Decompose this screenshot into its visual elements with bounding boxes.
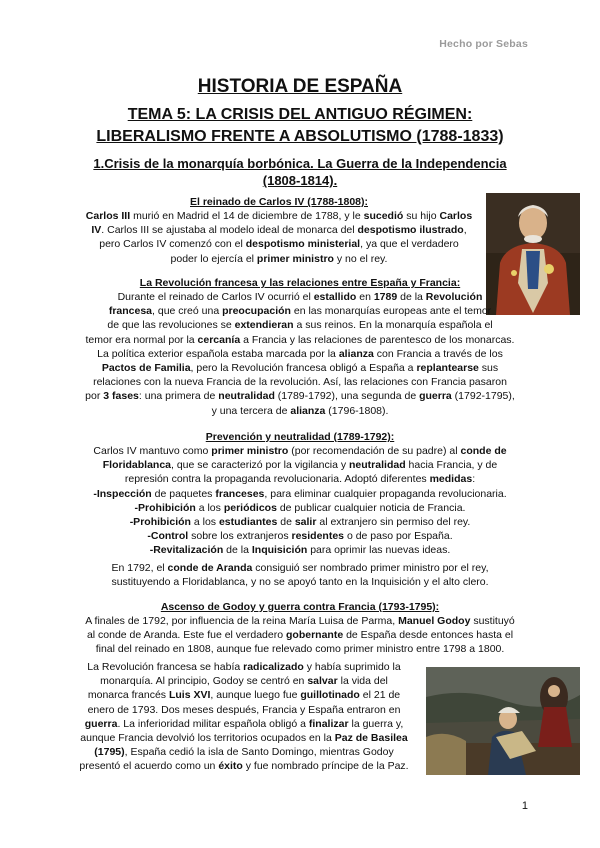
text-line	[62, 731, 426, 745]
text-line	[70, 237, 488, 251]
text-run: monarca francés	[87, 689, 169, 702]
bold-term: Inquisición	[251, 544, 308, 557]
text-line	[70, 209, 488, 223]
text-run: presentó el acuerdo como un	[79, 760, 219, 773]
bold-term: periódicos	[223, 501, 277, 514]
text-run: de la	[223, 544, 252, 557]
bold-term: Floridablanca	[102, 459, 171, 472]
text-run: sus	[478, 362, 499, 375]
author-note: Hecho por Sebas	[439, 38, 528, 50]
text-run: (1792-1795),	[451, 390, 515, 403]
text-run: La Revolución francesa se había	[87, 661, 244, 673]
page-number: 1	[521, 800, 528, 812]
text-run: por	[85, 390, 104, 403]
bold-term: medidas	[429, 473, 473, 486]
text-line	[60, 515, 540, 529]
text-run: de publicar cualquier noticia de Francia.	[276, 501, 466, 514]
text-run: (1789-1792), una segunda de	[274, 390, 420, 403]
text-run: de paquetes	[151, 487, 216, 500]
text-line	[60, 404, 540, 418]
text-run: En 1792, el	[111, 561, 168, 574]
bold-term: -Inspección	[93, 487, 152, 500]
text-run: y una tercera de	[211, 404, 291, 417]
text-run: sustituyendo a Floridablanca, y no se apoyó tanto en la Inquisición y el alto clero.	[111, 575, 489, 588]
bold-term: guerra	[84, 717, 118, 730]
text-run: y había suprimido la	[303, 661, 401, 673]
text-line	[62, 759, 426, 773]
heading-revolucion-francesa: La Revolución francesa y las relaciones entre España y Francia:	[139, 277, 461, 289]
bold-term: radicalizado	[243, 661, 304, 673]
text-line	[60, 501, 540, 515]
text-line	[60, 375, 540, 389]
chapter-title	[0, 104, 600, 148]
text-line	[70, 252, 488, 266]
text-run: su hijo	[403, 210, 440, 222]
section-revolucion-francesa	[60, 276, 540, 418]
text-run: : una primera de	[138, 390, 219, 403]
text-line	[60, 472, 540, 486]
text-line	[62, 717, 426, 731]
text-line	[60, 487, 540, 501]
bold-term: conde de Aranda	[167, 561, 253, 574]
text-run: o de paso por España.	[344, 530, 453, 543]
bold-term: (1795)	[94, 746, 125, 759]
bold-term: 1789	[373, 291, 398, 303]
text-run: a sus reinos. En la monarquía española el	[293, 319, 493, 332]
text-run: (1796-1808).	[325, 404, 389, 417]
section-prevencion-neutralidad	[60, 430, 540, 589]
bold-term: -Revitalización	[149, 544, 224, 557]
text-run: la guerra y,	[348, 717, 404, 730]
text-run: y fue nombrado príncipe de la Paz.	[242, 760, 409, 773]
text-run: La política exterior española estaba marcada por la	[97, 347, 339, 360]
text-run: la vida del	[337, 675, 388, 688]
text-run: enero de 1793. Dos meses después, Francia y España entraron en	[87, 703, 401, 716]
text-run: :	[472, 473, 476, 486]
section-title-line-2: (1808-1814).	[262, 173, 338, 188]
text-line	[60, 444, 540, 458]
text-run: al extranjero sin permiso del rey.	[316, 516, 471, 529]
text-run: , para eliminar cualquier propaganda revolucionaria.	[264, 487, 507, 500]
bold-term: IV	[91, 224, 102, 237]
bold-term: -Prohibición	[134, 501, 196, 514]
text-run: represión contra la propaganda revolucionaria. Adoptó diferentes	[124, 473, 430, 486]
bold-term: finalizar	[308, 717, 349, 730]
bold-term: neutralidad	[349, 459, 406, 472]
text-run: Durante el reinado de Carlos IV ocurrió el	[117, 291, 314, 303]
text-line	[60, 628, 540, 642]
bold-term: Revolución	[425, 291, 483, 303]
heading-ascenso-godoy: Ascenso de Godoy y guerra contra Francia (1793-1795):	[160, 601, 440, 613]
text-run: para oprimir las nuevas ideas.	[307, 544, 451, 557]
text-run: y no el rey.	[333, 252, 388, 265]
bold-term: Carlos	[439, 210, 473, 222]
text-run: a los	[190, 516, 219, 529]
bold-term: alianza	[338, 347, 374, 360]
bold-term: despotismo ministerial	[245, 238, 361, 251]
bold-term: Manuel Godoy	[398, 615, 471, 627]
text-line	[60, 333, 540, 347]
bold-term: neutralidad	[218, 390, 275, 403]
chapter-title-line-1: TEMA 5: LA CRISIS DEL ANTIGUO RÉGIMEN:	[127, 106, 473, 123]
bold-term: estudiantes	[218, 516, 278, 529]
bold-term: extendieran	[234, 319, 294, 332]
text-run: , España cedió la isla de Santo Domingo, mientras Godoy	[124, 746, 394, 759]
text-run: consiguió ser nombrado primer ministro por el rey,	[252, 561, 489, 574]
text-run: de	[277, 516, 295, 529]
text-run: con Francia a través de los	[373, 347, 503, 360]
text-run: (por recomendación de su padre) al	[288, 445, 461, 457]
text-run: aunque Francia devolvió los territorios ocupados en la	[80, 732, 335, 745]
bold-term: gobernante	[286, 629, 344, 642]
text-line	[60, 389, 540, 403]
bold-term: éxito	[218, 760, 243, 773]
text-run: relaciones con la nueva Francia de la revolución. Así, las relaciones con Francia pasaron	[93, 376, 507, 389]
bold-term: replantearse	[416, 362, 479, 375]
text-run: , que se caracterizó por la vigilancia y	[171, 459, 350, 472]
text-line	[60, 290, 540, 304]
bold-term: francesa	[108, 305, 153, 318]
text-line	[70, 223, 488, 237]
bold-term: Paz de Basilea	[334, 732, 408, 745]
text-run: de que las revoluciones se	[107, 319, 235, 332]
text-run: a Francia y las relaciones de parentesco de los monarcas.	[240, 333, 515, 346]
bold-term: Carlos III	[85, 210, 131, 222]
bold-term: primer ministro	[256, 252, 334, 265]
godoy-painting-image	[426, 667, 580, 775]
text-run: final del reinado en 1808, aunque fue relevado como primer ministro entre 1798 a 1800.	[95, 643, 505, 656]
text-run: , pero la Revolución francesa obligó a España a	[190, 362, 417, 375]
bold-term: Pactos de Familia	[101, 362, 191, 375]
text-line	[60, 575, 540, 589]
bold-term: -Prohibición	[129, 516, 191, 529]
bold-term: guerra	[419, 390, 452, 403]
bold-term: preocupación	[222, 305, 291, 318]
text-run: pero Carlos IV comenzó con el	[99, 238, 246, 251]
section-title-line-1: 1.Crisis de la monarquía borbónica. La Guerra de la Independencia	[93, 156, 507, 171]
text-line	[62, 660, 426, 674]
text-run: , ya que el verdadero	[360, 238, 459, 251]
bold-term: sucedió	[363, 210, 404, 222]
text-run: al conde de Aranda. Este fue el verdadero	[86, 629, 286, 642]
bold-term: guillotinado	[300, 689, 360, 702]
text-run: el 21 de	[359, 689, 401, 702]
section-title	[0, 155, 600, 189]
bold-term: Luis XVI	[168, 689, 211, 702]
bold-term: despotismo ilustrado	[357, 224, 464, 237]
text-line	[62, 703, 426, 717]
section-carlos-iv	[70, 195, 488, 266]
bold-term: primer ministro	[211, 445, 289, 457]
text-run: A finales de 1792, por influencia de la reina María Luisa de Parma,	[85, 615, 399, 627]
text-run: monarquía. Al principio, Godoy se centró en	[100, 675, 308, 688]
heading-prevencion-neutralidad: Prevención y neutralidad (1789-1792):	[205, 431, 395, 443]
text-run: ,	[463, 224, 467, 237]
text-run: a los	[195, 501, 224, 514]
chapter-title-line-2: LIBERALISMO FRENTE A ABSOLUTISMO (1788-1833)	[96, 128, 504, 145]
bold-term: -Control	[147, 530, 189, 543]
text-line	[62, 745, 426, 759]
text-run: en las monarquías europeas ante el temor	[290, 305, 492, 318]
bold-term: salvar	[307, 675, 338, 688]
text-run: de España desde entonces hasta el	[343, 629, 514, 642]
text-run: en	[356, 291, 374, 303]
text-run: temor era normal por la	[85, 333, 198, 346]
text-line	[60, 361, 540, 375]
text-line	[60, 529, 540, 543]
text-run: . Carlos III se ajustaba al modelo ideal de monarca del	[101, 224, 358, 237]
bold-term: franceses	[215, 487, 265, 500]
text-run: murió en Madrid el 14 de diciembre de 1788, y le	[130, 210, 364, 222]
text-run: , que creó una	[152, 305, 223, 318]
text-line	[60, 318, 540, 332]
text-run: sustituyó	[470, 615, 515, 627]
text-line	[60, 642, 540, 656]
text-line	[60, 614, 540, 628]
text-run: sobre los extranjeros	[188, 530, 292, 543]
text-line	[60, 561, 540, 575]
text-run: Carlos IV mantuvo como	[93, 445, 212, 457]
section-ascenso-godoy-continued	[62, 660, 426, 774]
bold-term: 3 fases	[103, 390, 139, 403]
heading-carlos-iv: El reinado de Carlos IV (1788-1808):	[190, 196, 368, 208]
text-line	[60, 543, 540, 557]
text-line	[62, 688, 426, 702]
section-ascenso-godoy	[60, 600, 540, 657]
bold-term: cercanía	[197, 333, 241, 346]
text-run: . La inferioridad militar española obligó a	[117, 717, 309, 730]
text-run: de la	[397, 291, 426, 303]
text-line	[60, 347, 540, 361]
text-run: , aunque luego fue	[210, 689, 301, 702]
text-run: hacia Francia, y de	[405, 459, 498, 472]
bold-term: estallido	[313, 291, 357, 303]
bold-term: salir	[294, 516, 317, 529]
text-line	[60, 458, 540, 472]
bold-term: alianza	[290, 404, 326, 417]
text-line	[62, 674, 426, 688]
text-line	[60, 304, 540, 318]
page-title: HISTORIA DE ESPAÑA	[197, 76, 403, 97]
bold-term: conde de	[460, 445, 507, 457]
text-run: poder lo ejercía el	[170, 252, 257, 265]
bold-term: residentes	[291, 530, 345, 543]
